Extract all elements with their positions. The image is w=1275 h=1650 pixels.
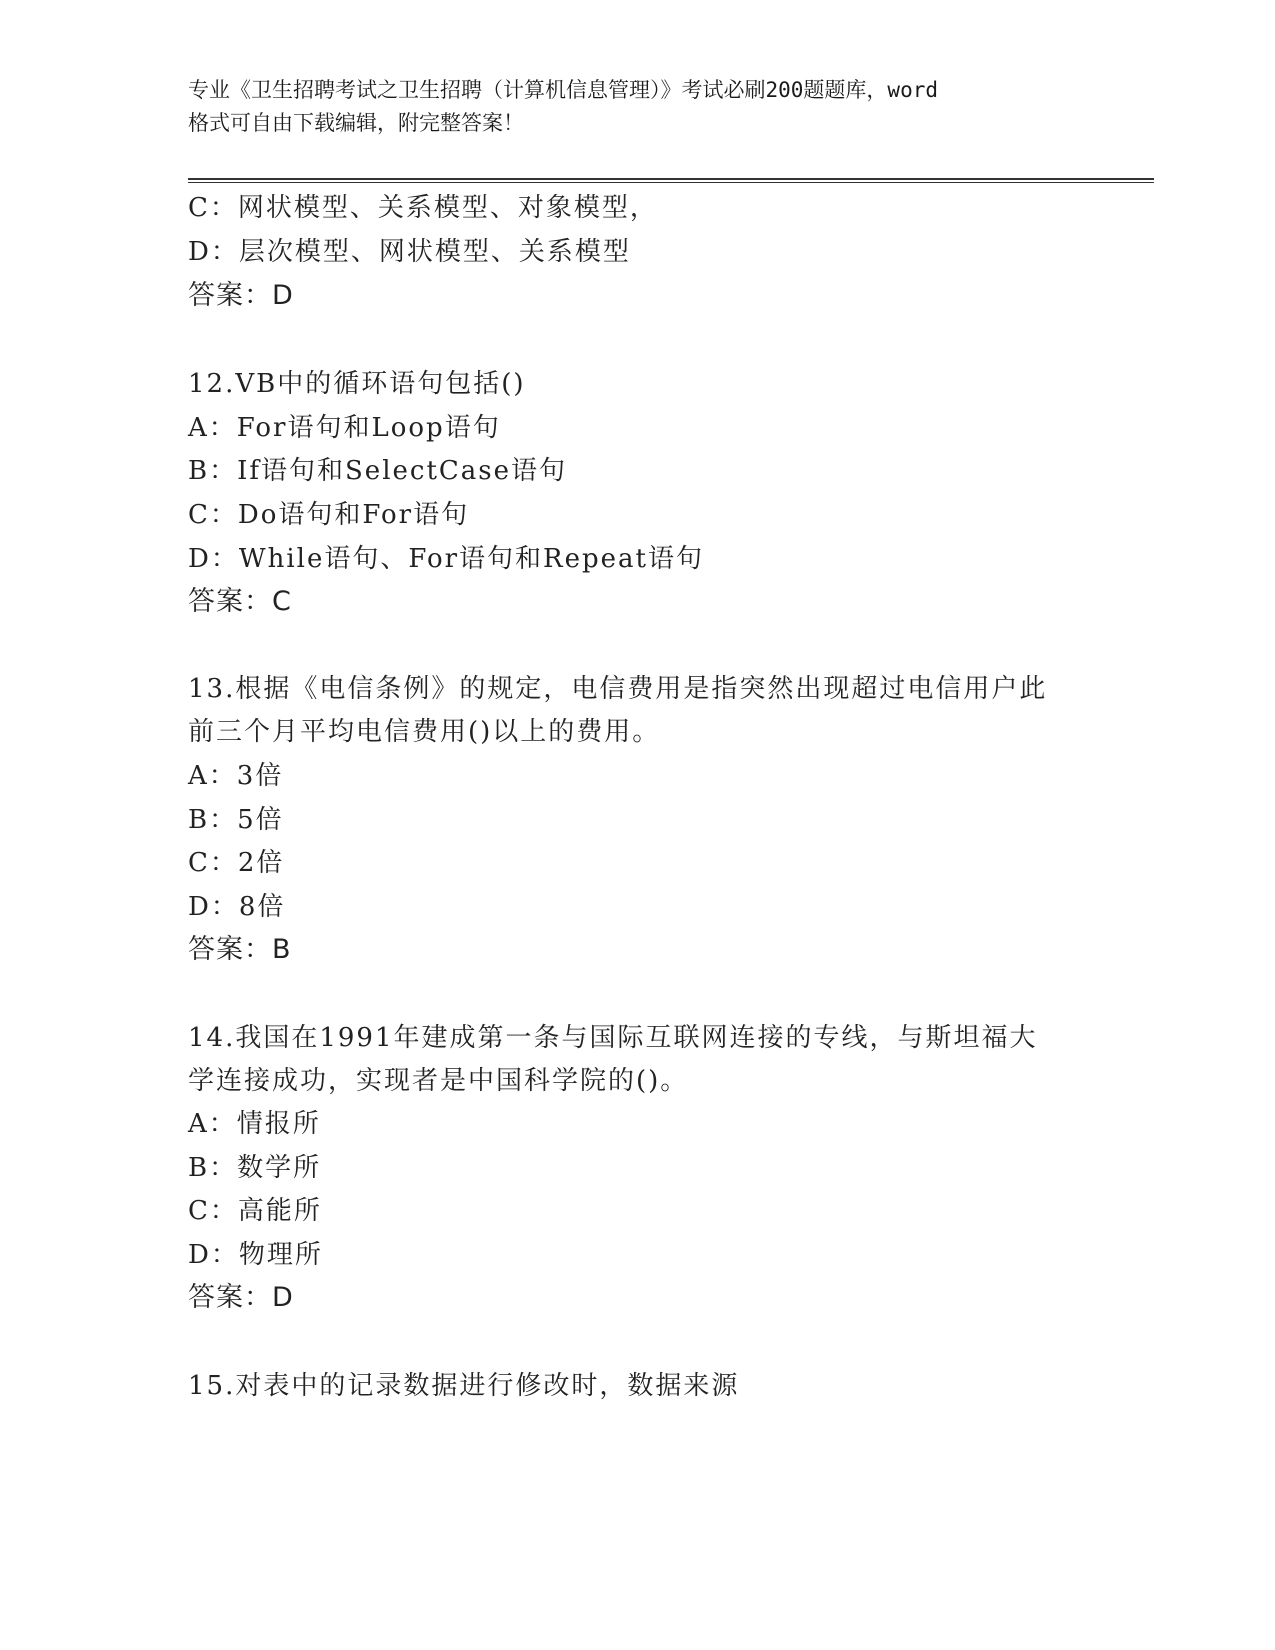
q13-option-a: A：3倍 <box>188 761 284 791</box>
q11-answer: 答案：D <box>188 280 294 311</box>
header-line-2: 格式可自由下载编辑，附完整答案！ <box>188 111 524 135</box>
q15-stem: 15.对表中的记录数据进行修改时，数据来源 <box>188 1371 740 1401</box>
q14-answer: 答案：D <box>188 1282 294 1313</box>
q13-stem-line-1: 13.根据《电信条例》的规定，电信费用是指突然出现超过电信用户此 <box>188 674 1048 704</box>
q14-option-d: D：物理所 <box>188 1240 323 1270</box>
q13-stem-line-2: 前三个月平均电信费用()以上的费用。 <box>188 717 661 747</box>
q12-stem: 12.VB中的循环语句包括() <box>188 369 526 399</box>
q14-option-c: C：高能所 <box>188 1196 322 1226</box>
q12-option-b: B：If语句和SelectCase语句 <box>188 456 568 486</box>
document-header <box>188 74 1088 140</box>
q13-option-c: C：2倍 <box>188 848 285 878</box>
q13-option-d: D：8倍 <box>188 892 286 922</box>
q11-option-d: D：层次模型、网状模型、关系模型 <box>188 237 631 267</box>
q12-option-d: D：While语句、For语句和Repeat语句 <box>188 544 704 574</box>
q12-option-a: A：For语句和Loop语句 <box>188 413 501 443</box>
q14-stem-line-1: 14.我国在1991年建成第一条与国际互联网连接的专线，与斯坦福大 <box>188 1023 1038 1053</box>
q12-option-c: C：Do语句和For语句 <box>188 500 470 530</box>
q13-answer: 答案：B <box>188 934 292 965</box>
q14-option-b: B：数学所 <box>188 1153 322 1183</box>
q12-answer: 答案：C <box>188 586 292 617</box>
q14-option-a: A：情报所 <box>188 1109 321 1139</box>
q11-option-c: C：网状模型、关系模型、对象模型， <box>188 193 658 223</box>
header-line-1: 专业《卫生招聘考试之卫生招聘（计算机信息管理）》考试必刷200题题库，word <box>188 78 938 102</box>
q13-option-b: B：5倍 <box>188 805 284 835</box>
header-divider-thin <box>188 182 1154 183</box>
header-divider-thick <box>188 178 1154 180</box>
q14-stem-line-2: 学连接成功，实现者是中国科学院的()。 <box>188 1066 689 1096</box>
